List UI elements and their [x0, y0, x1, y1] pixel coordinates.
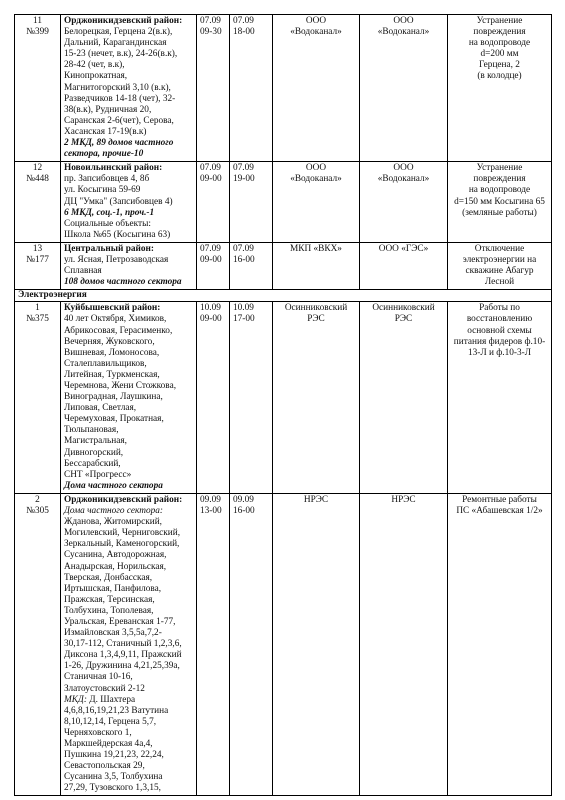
- address-line: ДЦ "Умка" (Запсибовцев 4): [64, 196, 173, 207]
- end-date: 07.09: [233, 163, 254, 174]
- row-index: 12: [32, 163, 43, 174]
- address-line: ул. Косыгина 59-69: [64, 185, 141, 196]
- start-cell: [197, 162, 230, 243]
- end-cell: [230, 15, 273, 162]
- executor-cell: [273, 15, 360, 162]
- address-line: Тверская, Донбасская,: [64, 572, 153, 583]
- end-time: 16-00: [233, 506, 255, 517]
- start-cell: [197, 302, 230, 494]
- work-line: электроэнергии на: [462, 254, 537, 265]
- summary-line: 6 МКД, соц.-1, проч.-1: [64, 207, 155, 218]
- section-title: Электроэнергия: [15, 290, 552, 302]
- end-date: 09.09: [233, 494, 254, 505]
- owner-line: ООО: [393, 16, 414, 26]
- work-line: d=150 мм Косыгина 65: [454, 196, 545, 207]
- request-number-cell: [15, 15, 61, 162]
- executor-line: РЭС: [307, 314, 325, 325]
- end-time: 18-00: [233, 27, 255, 38]
- address-line: Белорецкая, Герцена 2(в.к),: [64, 27, 173, 38]
- end-time: 19-00: [233, 174, 255, 185]
- end-cell: [230, 493, 273, 796]
- address-line: 40 лет Октября, Химиков,: [64, 314, 167, 325]
- address-line: Уральская, Ереванская 1-77,: [64, 616, 176, 627]
- start-date: 10.09: [200, 303, 221, 314]
- address-line: Вечерняя, Жуковского,: [64, 336, 155, 347]
- mkd-label: МКД:: [64, 694, 87, 705]
- district-name: Орджоникидзевский район:: [64, 494, 183, 505]
- start-date: 09.09: [200, 494, 221, 505]
- address-line: Виноградная, Лаушкина,: [64, 392, 163, 403]
- address-line: Абрикосовая, Герасименко,: [64, 325, 173, 336]
- executor-line: Осинниковский: [284, 303, 348, 314]
- start-date: 07.09: [200, 163, 221, 174]
- work-line: основной схемы: [467, 325, 532, 336]
- start-time: 09-00: [200, 174, 222, 185]
- end-cell: [230, 242, 273, 289]
- address-line: Анадырская, Норильская,: [64, 561, 167, 572]
- summary-line: 108 домов частного сектора: [64, 277, 182, 288]
- address-line: Разведчиков 14-18 (чет), 32-: [64, 93, 176, 104]
- owner-line: Осинниковский: [372, 303, 435, 314]
- address-line: Кинопрокатная,: [64, 71, 128, 82]
- request-number: №305: [26, 506, 49, 517]
- end-date: 07.09: [233, 243, 254, 254]
- end-cell: [230, 162, 273, 243]
- request-number: №375: [26, 314, 49, 325]
- row-index: 13: [32, 243, 43, 254]
- end-cell: [230, 302, 273, 494]
- table-row: [15, 242, 552, 289]
- work-line: 13-Л и ф.10-3-Л: [467, 347, 532, 358]
- work-line: (в колодце): [477, 71, 522, 82]
- district-name: Новоильинский район:: [64, 163, 163, 174]
- mkd-address-line: 4,6,8,16,19,21,23 Ватутина: [64, 705, 169, 716]
- address-line: Вишневая, Ломоносова,: [64, 347, 160, 358]
- executor-cell: [273, 493, 360, 796]
- address-line: 38(в.к), Рудничная 20,: [64, 104, 152, 115]
- address-cell: [61, 162, 197, 243]
- work-line: ПС «Абашевская 1/2»: [456, 506, 543, 517]
- mkd-address-line: 27,29, Тузовского 1,3,15,: [64, 783, 161, 794]
- address-line: Черемуховая, Прокатная,: [64, 414, 164, 425]
- executor-line: ООО: [305, 16, 327, 26]
- mkd-address-line: Севастопольская 29,: [64, 761, 145, 772]
- mkd-first-address: Д. Шахтера: [86, 694, 136, 705]
- work-line: на водопроводе: [468, 185, 531, 196]
- end-time: 16-00: [233, 254, 255, 265]
- address-line: Сусанина, Автодорожная,: [64, 550, 167, 561]
- address-cell: [61, 242, 197, 289]
- request-number-cell: [15, 302, 61, 494]
- address-line: Пражская, Терсинская,: [64, 594, 155, 605]
- address-line: Черемнова, Жени Стожкова,: [64, 381, 177, 391]
- address-line: Литейная, Туркменская,: [64, 369, 160, 380]
- address-line: Саранская 2-6(чет), Серова,: [64, 115, 174, 126]
- executor-line: ООО: [305, 163, 327, 174]
- address-line: Сталеплавильщиков,: [64, 358, 147, 369]
- work-line: восстановлению: [466, 314, 533, 325]
- address-line: 15-23 (нечет, в.к), 24-26(в.к),: [64, 49, 178, 60]
- row-index: 1: [35, 303, 40, 314]
- row-index: 11: [33, 16, 42, 26]
- address-line: Златоустовский 2-12: [64, 683, 145, 694]
- request-number: №177: [26, 254, 49, 265]
- work-cell: [448, 302, 552, 494]
- row-index: 2: [35, 494, 40, 505]
- request-number: №399: [26, 27, 49, 38]
- start-date: 07.09: [200, 16, 221, 26]
- mkd-address-line: Пушкина 19,21,23, 22,24,: [64, 750, 164, 761]
- outage-table: [14, 14, 552, 796]
- address-line: 1-26, Дружинина 4,21,25,39а,: [64, 661, 180, 672]
- owner-line: «Водоканал»: [377, 174, 430, 185]
- work-cell: [448, 15, 552, 162]
- address-line: Иртышская, Панфилова,: [64, 583, 162, 594]
- executor-cell: [273, 242, 360, 289]
- work-line: скважине Абагур Лесной: [465, 266, 534, 288]
- social-objects-line: Социальные объекты:: [64, 218, 151, 229]
- request-number-cell: [15, 493, 61, 796]
- private-sector-label: Дома частного сектора:: [64, 506, 164, 517]
- executor-line: МКП «ВКХ»: [290, 243, 342, 254]
- address-line: Дивногорский,: [64, 447, 124, 458]
- address-line: Магнитогорский 3,10 (в.к),: [64, 82, 171, 93]
- mkd-address-line: Сусанина 3,5, Толбухина: [64, 772, 163, 783]
- address-line: 28-42 (чет, в.к),: [64, 60, 125, 71]
- owner-cell: [360, 302, 448, 494]
- address-line: Измайловская 3,5,5а,7,2-: [64, 628, 162, 639]
- address-line: Дальний, Карагандинская: [64, 38, 167, 49]
- executor-line: НРЭС: [303, 494, 329, 505]
- start-time: 09-00: [200, 254, 222, 265]
- address-line: Жданова, Житомирский,: [64, 517, 162, 528]
- owner-line: ООО: [393, 163, 414, 174]
- table-row: [15, 162, 552, 243]
- end-time: 17-00: [233, 314, 255, 325]
- address-line: ул. Ясная, Петрозаводская: [64, 254, 169, 265]
- work-cell: [448, 162, 552, 243]
- work-line: Устранение повреждения: [473, 16, 526, 38]
- address-line: Липовая, Светлая,: [64, 403, 137, 414]
- summary-line: 2 МКД, 89 домов частного: [64, 138, 174, 149]
- district-name: Орджоникидзевский район:: [64, 16, 183, 26]
- work-cell: [448, 242, 552, 289]
- executor-cell: [273, 302, 360, 494]
- work-cell: [448, 493, 552, 796]
- start-time: 13-00: [200, 506, 222, 517]
- request-number-cell: [15, 242, 61, 289]
- address-line: Сплавная: [64, 266, 102, 277]
- address-line: Тюльпановая,: [64, 425, 119, 436]
- executor-line: «Водоканал»: [290, 27, 342, 38]
- work-line: Герцена, 2: [479, 60, 520, 71]
- work-line: (земляные работы): [462, 207, 537, 218]
- owner-line: ООО «ГЭС»: [378, 243, 429, 254]
- owner-line: РЭС: [394, 314, 413, 325]
- table-row: [15, 493, 552, 796]
- mkd-address-line: 8,10,12,14, Герцена 5,7,: [64, 716, 157, 727]
- request-number-cell: [15, 162, 61, 243]
- owner-line: «Водоканал»: [377, 27, 430, 38]
- summary-line: Дома частного сектора: [64, 480, 163, 491]
- address-line: 30,17-112, Станичный 1,2,3,6,: [64, 639, 182, 650]
- start-time: 09-00: [200, 314, 222, 325]
- district-name: Куйбышевский район:: [64, 303, 161, 314]
- mkd-line: [64, 695, 193, 706]
- work-line: Устранение повреждения: [473, 163, 526, 185]
- address-line: Магистральная,: [64, 436, 127, 447]
- end-date: 07.09: [233, 16, 254, 26]
- owner-line: НРЭС: [391, 494, 416, 505]
- work-line: Отключение: [474, 243, 525, 254]
- social-objects-line: Школа №65 (Косыгина 63): [64, 229, 171, 240]
- address-line: пр. Запсибовцев 4, 8б: [64, 174, 150, 185]
- address-line: Станичная 10-16,: [64, 672, 133, 683]
- owner-cell: [360, 493, 448, 796]
- owner-cell: [360, 242, 448, 289]
- work-line: d=200 мм: [480, 49, 519, 60]
- start-time: 09-30: [200, 27, 222, 38]
- address-line: Могилевский, Черниговский,: [64, 528, 181, 539]
- table-row: [15, 302, 552, 494]
- start-cell: [197, 493, 230, 796]
- address-line: Бессарабский,: [64, 458, 121, 469]
- table-row: [15, 15, 552, 162]
- summary-line: сектора, прочие-10: [64, 149, 144, 160]
- work-line: питания фидеров ф.10-: [453, 336, 546, 347]
- work-line: Ремонтные работы: [462, 494, 537, 505]
- work-line: на водопроводе: [468, 38, 531, 49]
- mkd-address-line: Маркшейдерская 4а,4,: [64, 739, 153, 749]
- outage-schedule-page: [14, 14, 551, 796]
- address-line: Толбухина, Тополевая,: [64, 605, 154, 616]
- address-line: Хасанская 17-19(в.к): [64, 126, 147, 137]
- executor-line: «Водоканал»: [290, 174, 342, 185]
- end-date: 10.09: [233, 303, 254, 314]
- district-name: Центральный район:: [64, 243, 155, 254]
- address-cell: [61, 15, 197, 162]
- address-line: Диксона 1,3,4,9,11, Пражский: [64, 650, 182, 661]
- start-date: 07.09: [200, 243, 221, 254]
- owner-cell: [360, 15, 448, 162]
- start-cell: [197, 242, 230, 289]
- executor-cell: [273, 162, 360, 243]
- work-line: Работы по: [479, 303, 520, 314]
- address-line: СНТ «Прогресс»: [64, 469, 132, 480]
- request-number: №448: [26, 174, 49, 185]
- start-cell: [197, 15, 230, 162]
- owner-cell: [360, 162, 448, 243]
- mkd-address-line: Черняховского 1,: [64, 727, 132, 738]
- address-line: Зеркальный, Каменогорский,: [64, 539, 180, 550]
- address-cell: [61, 493, 197, 796]
- section-header-row: [15, 290, 552, 302]
- address-cell: [61, 302, 197, 494]
